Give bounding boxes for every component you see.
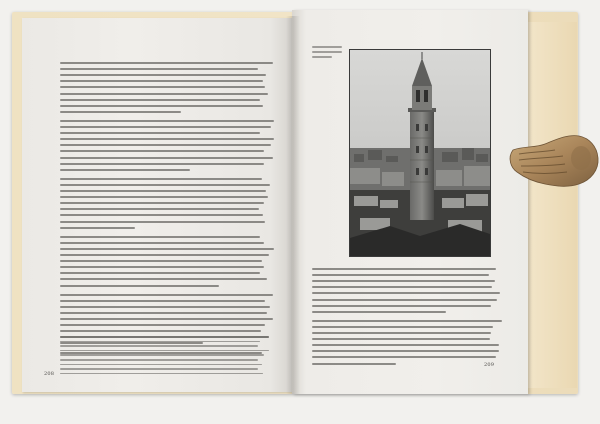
- text-line: [60, 86, 265, 88]
- text-line: [60, 278, 267, 280]
- text-line: [60, 178, 262, 180]
- text-line: [312, 356, 496, 358]
- text-line: [60, 132, 260, 134]
- text-line: [312, 332, 491, 334]
- cover-board-edge: [520, 22, 577, 388]
- photo-image: [350, 50, 490, 256]
- text-line: [60, 300, 265, 302]
- text-line: [312, 344, 499, 346]
- text-line: [60, 285, 219, 287]
- caption-line: [312, 56, 332, 58]
- text-line: [60, 99, 260, 101]
- text-line: [60, 163, 264, 165]
- text-line: [60, 190, 266, 192]
- text-line: [60, 373, 263, 375]
- text-line: [60, 105, 263, 107]
- bell-tower-photo: [350, 50, 490, 256]
- right-page-number: 209: [484, 362, 495, 368]
- left-page: [22, 18, 292, 392]
- text-line: [60, 341, 260, 343]
- text-line: [60, 324, 265, 326]
- text-line: [60, 126, 271, 128]
- text-line: [60, 221, 265, 223]
- text-line: [312, 326, 493, 328]
- text-line: [60, 196, 268, 198]
- text-line: [312, 268, 496, 270]
- text-line: [312, 292, 500, 294]
- text-line: [60, 254, 269, 256]
- text-line: [60, 169, 190, 171]
- text-line: [312, 305, 491, 307]
- text-line: [312, 350, 499, 352]
- book-gutter-shadow: [286, 16, 300, 394]
- text-line: [60, 120, 274, 122]
- text-line: [60, 150, 264, 152]
- text-line: [312, 338, 490, 340]
- text-line: [60, 294, 273, 296]
- text-line: [312, 286, 492, 288]
- text-line: [60, 359, 258, 361]
- left-page-number: 208: [44, 371, 55, 377]
- text-line: [60, 318, 273, 320]
- text-line: [60, 272, 260, 274]
- text-line: [60, 342, 203, 344]
- text-line: [312, 363, 396, 365]
- text-line: [60, 111, 181, 113]
- text-line: [60, 202, 264, 204]
- text-line: [60, 236, 260, 238]
- text-line: [60, 354, 264, 356]
- text-line: [312, 299, 497, 301]
- text-line: [60, 336, 269, 338]
- text-line: [60, 368, 258, 370]
- text-line: [312, 274, 489, 276]
- text-line: [60, 93, 268, 95]
- text-line: [60, 208, 259, 210]
- text-line: [60, 306, 270, 308]
- caption-line: [312, 46, 342, 48]
- caption-line: [312, 51, 342, 53]
- text-line: [60, 227, 135, 229]
- text-line: [60, 312, 267, 314]
- text-line: [60, 345, 258, 347]
- brass-hand-ornament: [505, 128, 600, 198]
- text-line: [60, 144, 271, 146]
- text-line: [60, 242, 264, 244]
- text-line: [60, 157, 273, 159]
- text-line: [312, 280, 495, 282]
- text-line: [60, 74, 266, 76]
- text-line: [312, 311, 446, 313]
- text-line: [60, 266, 264, 268]
- text-line: [60, 62, 273, 64]
- text-line: [60, 260, 262, 262]
- text-line: [60, 330, 261, 332]
- text-line: [312, 320, 502, 322]
- text-line: [60, 138, 274, 140]
- text-line: [60, 184, 270, 186]
- text-line: [60, 248, 274, 250]
- text-line: [60, 214, 263, 216]
- text-line: [60, 352, 262, 354]
- text-line: [60, 68, 258, 70]
- text-line: [60, 364, 262, 366]
- text-line: [60, 80, 263, 82]
